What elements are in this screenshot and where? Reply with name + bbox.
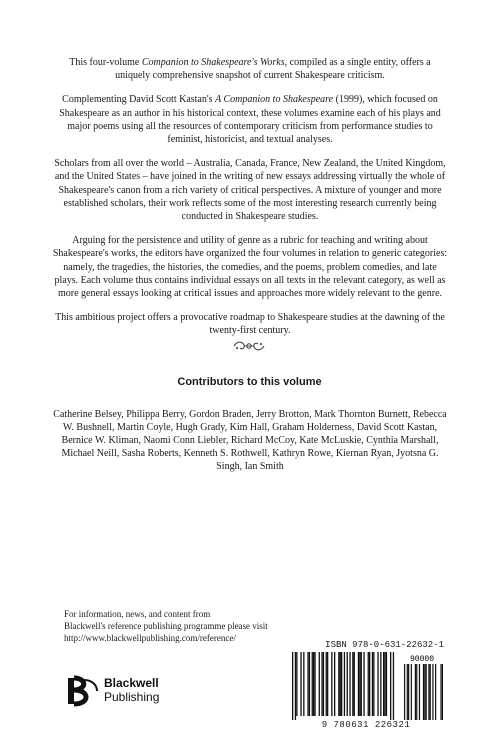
addon-bar <box>424 664 425 720</box>
barcode-bar <box>314 652 315 716</box>
addon-bar <box>426 664 427 720</box>
info-line-1: For information, news, and content from <box>64 609 211 619</box>
addon-bar <box>404 664 405 720</box>
barcode-bar <box>303 652 304 716</box>
barcode-digits: 9 780631 226321 <box>321 720 411 730</box>
barcode-bar <box>354 652 355 716</box>
blackwell-b-logo-icon <box>64 674 102 708</box>
barcode-bar <box>338 652 339 716</box>
barcode-bar <box>372 652 373 716</box>
barcode-bar <box>341 652 342 716</box>
barcode-bar <box>361 652 362 716</box>
barcode-bar <box>383 652 384 716</box>
barcode-bar <box>377 652 378 716</box>
barcode-bar <box>368 652 369 716</box>
barcode-bar <box>309 652 310 716</box>
addon-bar <box>432 664 433 720</box>
referenced-title: A Companion to Shakespeare <box>215 94 334 106</box>
barcode-bar <box>349 652 350 716</box>
barcode-bar <box>319 652 320 716</box>
barcode-bar <box>295 652 296 720</box>
blurb-paragraph-4: Arguing for the persistence and utility of genre as a rubric for teaching and writing about Shakespeare's works, the editors have organized the four volumes in relation to generic categories: namely, the tragedies, the histories, the comedies, and the poems, problem comedies, and late plays. Each volume thus contains individual essays on all texts in the relevant category, as well as more general essays looking at critical issues and approaches more widely relevant to the genre. <box>52 235 448 300</box>
blurb-text <box>52 56 448 349</box>
isbn-label: ISBN 978-0-631-22632-1 <box>325 640 444 650</box>
publisher-info <box>64 608 284 644</box>
addon-bar <box>416 664 417 720</box>
barcode-bar <box>327 652 328 716</box>
barcode-bar <box>307 652 308 716</box>
book-title: Companion to Shakespeare's Works <box>141 57 285 68</box>
barcode-bar <box>393 652 394 720</box>
addon-bar <box>423 664 424 720</box>
addon-bar <box>407 664 408 720</box>
publisher-name-2: Publishing <box>104 690 160 704</box>
barcode-bar <box>296 652 297 716</box>
blurb-paragraph-3: Scholars from all over the world – Australia, Canada, France, New Zealand, the United Kingdom, and the United States – have joined in the writing of new essays addressing virtually the whole of Shakespeare's canon from a rich variety of critical perspectives. A mixture of younger and more established scholars, their work reflects some of the most interesting research currently being conducted in Shakespeare studies. <box>54 158 446 223</box>
addon-bar <box>411 664 412 720</box>
contributors-list: Catherine Belsey, Philippa Berry, Gordon Braden, Jerry Brotton, Mark Thornton Burnett, Rebecca W. Bushnell, Martin Coyle, Hugh Grady, Kim Hall, Graham Holderness, David Scott Kastan, Bernice W. Kliman, Naomi Conn Liebler, Richard McCoy, Kate McLuskie, Cynthia Marshall, Michael Neill, Sasha Roberts, Kenneth S. Rothwell, Kathryn Rowe, Kiernan Ryan, Jyotsna G. Singh, Ian Smith <box>53 409 447 472</box>
barcode-bar <box>384 652 385 716</box>
barcode-bar <box>300 652 301 716</box>
barcode-bar <box>363 652 364 716</box>
barcode-bar <box>331 652 332 716</box>
fleuron-icon <box>232 340 266 352</box>
addon-bar <box>430 664 431 720</box>
barcode-bar <box>323 652 324 716</box>
addon-bar <box>408 664 409 720</box>
barcode-bar <box>340 652 341 716</box>
addon-bar <box>435 664 436 720</box>
barcode-bar <box>380 652 381 716</box>
publisher-name-1: Blackwell <box>104 676 159 690</box>
barcode-bar <box>386 652 387 716</box>
barcode-bar <box>359 652 360 716</box>
barcode-bar <box>373 652 374 716</box>
barcode-bar <box>312 652 313 716</box>
barcode-bar <box>321 652 322 716</box>
barcode-bar <box>313 652 314 716</box>
contributors-heading: Contributors to this volume <box>177 376 322 388</box>
barcode-bar <box>358 652 359 716</box>
blurb-paragraph-2: Complementing David Scott Kastan's A Companion to Shakespeare (1999), which focused on Shakespeare as an author in his historical context, these volumes examine each of his plays and major poems using all the resources of contemporary criticism from performance studies to feminist, historicist, and textual analyses. <box>59 94 441 146</box>
blurb-paragraph-1: This four-volume Companion to Shakespeare's Works, compiled as a single entity, offers a uniquely comprehensive snapshot of current Shakespeare criticism. <box>69 57 431 82</box>
barcode-bar <box>326 652 327 716</box>
addon-bar <box>440 664 441 720</box>
publisher-logo <box>64 672 174 712</box>
barcode <box>288 640 444 732</box>
addon-digits: 90000 <box>409 655 435 664</box>
barcode-bar <box>352 652 353 716</box>
barcode-bar <box>344 652 345 716</box>
barcode-bar <box>369 652 370 716</box>
barcode-bar <box>334 652 335 716</box>
barcode-bar <box>347 652 348 716</box>
barcode-bar <box>390 652 391 720</box>
addon-bar <box>415 664 416 720</box>
addon-bar <box>419 664 420 720</box>
info-url: http://www.blackwellpublishing.com/reference/ <box>64 633 236 643</box>
barcode-bars <box>292 652 444 720</box>
info-line-2: Blackwell's reference publishing programme please visit <box>64 621 268 631</box>
barcode-bar <box>292 652 293 720</box>
blurb-paragraph-5: This ambitious project offers a provocative roadmap to Shakespeare studies at the dawning of the twenty-first century. <box>55 312 445 337</box>
addon-bar <box>442 664 443 720</box>
addon-bar <box>428 664 429 720</box>
